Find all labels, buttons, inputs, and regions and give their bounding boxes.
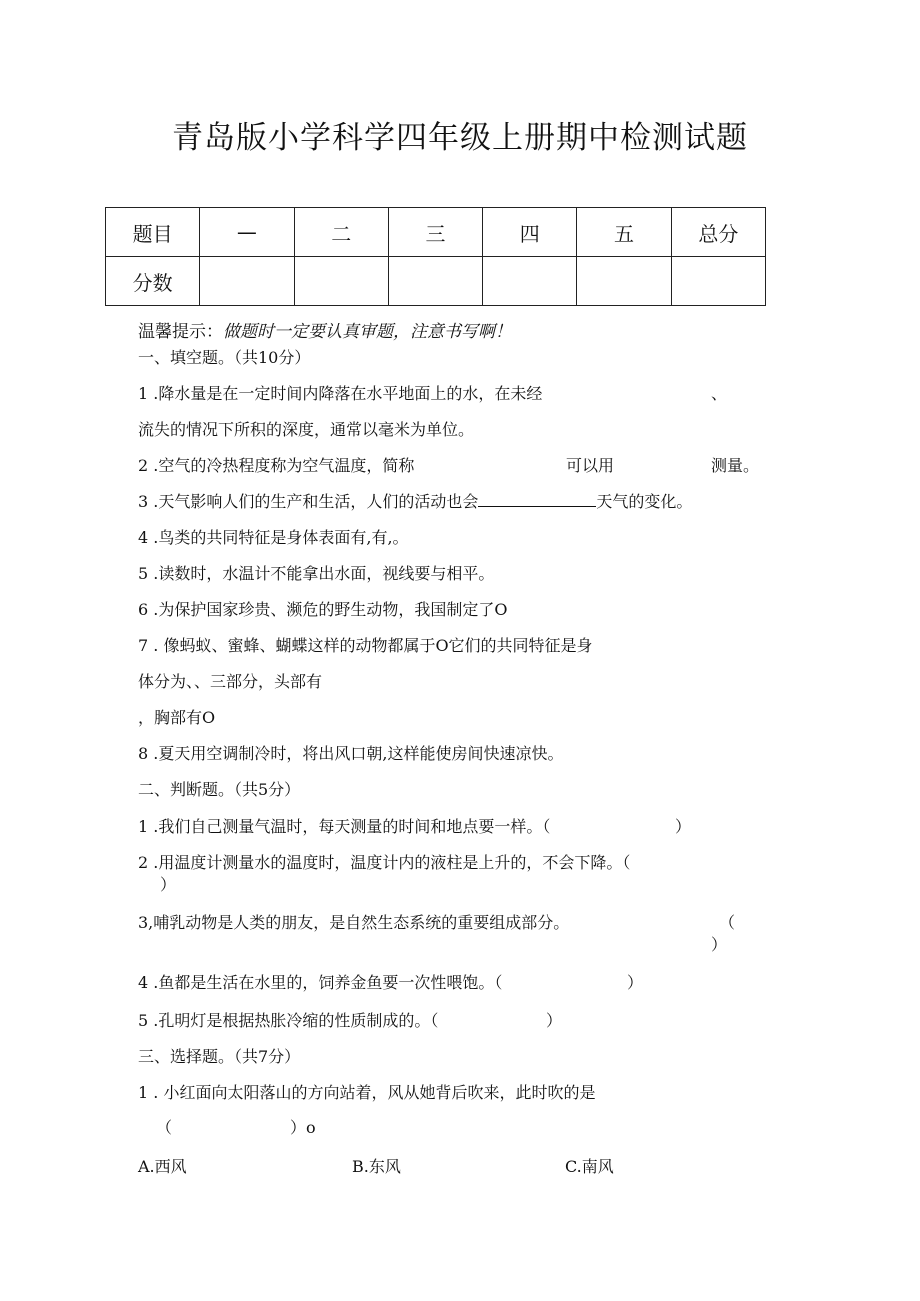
answer-bracket-open: （ — [156, 1118, 173, 1137]
answer-bracket-close: ） — [627, 973, 644, 992]
score-table — [105, 207, 766, 306]
section-heading-fill-blank: 一、填空题。（共10分） — [138, 348, 311, 367]
section-heading-true-false: 二、判断题。（共5分） — [138, 780, 301, 799]
tip — [138, 317, 512, 342]
question-text-part: 天气的变化。 — [596, 492, 693, 511]
choice-option-a[interactable]: A.西风 — [138, 1157, 187, 1176]
question-text: 2 .用温度计测量水的温度时，温度计内的液柱是上升的，不会下降。（ — [138, 853, 631, 872]
page-title: 青岛版小学科学四年级上册期中检测试题 — [172, 120, 748, 156]
question-text: 1 .降水量是在一定时间内降落在水平地面上的水，在未经 — [138, 384, 543, 403]
score-table-header-cell: 四 — [483, 208, 577, 257]
question-text: 4 .鱼都是生活在水里的，饲养金鱼要一次性喂饱。（ — [138, 973, 503, 992]
score-cell — [294, 257, 388, 306]
question-text: 5 .读数时，水温计不能拿出水面，视线要与相平。 — [138, 564, 495, 583]
question-text: 、 — [711, 384, 728, 403]
tip-text: 做题时一定要认真审题，注意书写啊！ — [223, 322, 512, 342]
score-table-header-cell: — — [200, 208, 294, 257]
question-text — [138, 489, 692, 512]
score-cell — [483, 257, 577, 306]
question-text: 7 . 像蚂蚁、蜜蜂、蝴蝶这样的动物都属于O它们的共同特征是身 — [138, 636, 593, 655]
question-text: 6 .为保护国家珍贵、濒危的野生动物，我国制定了O — [138, 600, 508, 619]
score-table-header-row — [106, 208, 766, 257]
question-text: 测量。 — [711, 456, 760, 475]
question-text: 3,哺乳动物是人类的朋友，是自然生态系统的重要组成部分。 — [138, 913, 570, 932]
question-text: 4 .鸟类的共同特征是身体表面有,有,。 — [138, 528, 409, 547]
score-row-label: 分数 — [106, 257, 200, 306]
question-text: 流失的情况下所积的深度，通常以毫米为单位。 — [138, 420, 475, 439]
question-text: 2 .空气的冷热程度称为空气温度，简称 — [138, 456, 415, 475]
answer-bracket-close: ）o — [290, 1118, 316, 1137]
score-cell — [200, 257, 294, 306]
question-text: 5 .孔明灯是根据热胀冷缩的性质制成的。（ — [138, 1011, 439, 1030]
score-cell — [388, 257, 482, 306]
question-text: 可以用 — [566, 456, 615, 475]
question-text: 1 .我们自己测量气温时，每天测量的时间和地点要一样。（ — [138, 817, 551, 836]
answer-blank[interactable] — [478, 492, 596, 507]
score-cell — [671, 257, 765, 306]
score-table-score-row — [106, 257, 766, 306]
question-text: 体分为、、三部分，头部有 — [138, 672, 323, 691]
tip-label: 温馨提示： — [138, 322, 223, 342]
question-text-part: 3 .天气影响人们的生产和生活，人们的活动也会 — [138, 492, 479, 511]
score-table-header-cell: 题目 — [106, 208, 200, 257]
choice-option-c[interactable]: C.南风 — [565, 1157, 614, 1176]
question-text: 1 . 小红面向太阳落山的方向站着，风从她背后吹来，此时吹的是 — [138, 1083, 596, 1102]
section-heading-choice: 三、选择题。（共7分） — [138, 1047, 301, 1066]
question-text: ，胸部有O — [138, 708, 216, 727]
question-text: 8 .夏天用空调制冷时，将出风口朝,这样能使房间快速凉快。 — [138, 744, 564, 763]
score-table-header-cell: 总分 — [671, 208, 765, 257]
answer-bracket-close: ） — [711, 935, 728, 954]
answer-bracket-close: ） — [546, 1011, 563, 1030]
score-table-header-cell: 二 — [294, 208, 388, 257]
answer-bracket-open: （ — [719, 913, 736, 932]
choice-option-b[interactable]: B.东风 — [352, 1157, 401, 1176]
answer-bracket-close: ） — [675, 817, 692, 836]
answer-bracket-close: ） — [160, 875, 177, 894]
score-table-header-cell: 三 — [388, 208, 482, 257]
score-table-header-cell: 五 — [577, 208, 671, 257]
score-cell — [577, 257, 671, 306]
